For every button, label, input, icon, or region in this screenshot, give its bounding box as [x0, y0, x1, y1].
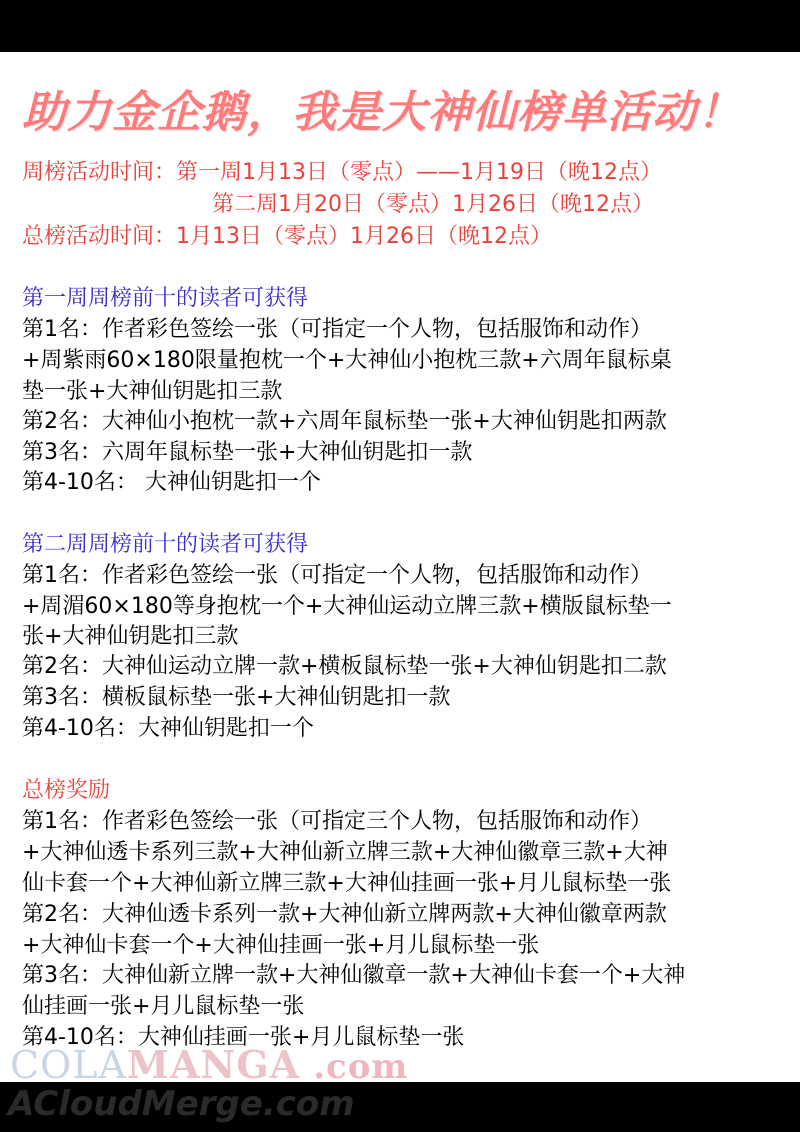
total-heading: 总榜奖励 [22, 778, 111, 803]
total-line: +大神仙卡套一个+大神仙挂画一张+月儿鼠标垫一张 [22, 933, 540, 958]
week2-line: 第1名：作者彩色签绘一张（可指定一个人物，包括服饰和动作） [22, 563, 652, 588]
week2-line: 第4-10名：大神仙钥匙扣一个 [22, 716, 314, 741]
colamanga-watermark [10, 1042, 408, 1082]
week1-line: 第2名：大神仙小抱枕一款+六周年鼠标垫一张+大神仙钥匙扣两款 [22, 409, 667, 434]
total-line: 仙挂画一张+月儿鼠标垫一张 [22, 994, 305, 1019]
total-line: 第3名：大神仙新立牌一款+大神仙徽章一款+大神仙卡套一个+大神 [22, 963, 686, 988]
week2-heading: 第二周周榜前十的读者可获得 [22, 532, 309, 557]
total-line: 仙卡套一个+大神仙新立牌三款+大神仙挂画一张+月儿鼠标垫一张 [22, 871, 672, 896]
week2-line: 张+大神仙钥匙扣三款 [22, 624, 239, 649]
week1-line: 第1名：作者彩色签绘一张（可指定一个人物，包括服饰和动作） [22, 317, 652, 342]
week1-line: 第3名：六周年鼠标垫一张+大神仙钥匙扣一款 [22, 440, 473, 465]
announcement-page [0, 52, 800, 1082]
total-line: 第2名：大神仙透卡系列一款+大神仙新立牌两款+大神仙徽章两款 [22, 902, 667, 927]
week1-line: +周紫雨60×180限量抱枕一个+大神仙小抱枕三款+六周年鼠标桌 [22, 348, 672, 373]
acloudmerge-watermark: ACloudMerge.com [8, 1084, 355, 1124]
weekly-schedule-line-1: 周榜活动时间：第一周1月13日（零点）——1月19日（晚12点） [22, 160, 662, 185]
weekly-schedule-line-2: 第二周1月20日（零点）1月26日（晚12点） [212, 192, 654, 217]
total-schedule-line: 总榜活动时间：1月13日（零点）1月26日（晚12点） [22, 224, 552, 249]
week2-line: 第2名：大神仙运动立牌一款+横板鼠标垫一张+大神仙钥匙扣二款 [22, 654, 667, 679]
watermark-part: COLA [10, 1043, 127, 1082]
watermark-part: MANGA [126, 1042, 301, 1082]
total-line: 第1名：作者彩色签绘一张（可指定三个人物，包括服饰和动作） [22, 809, 652, 834]
total-line: 第4-10名：大神仙挂画一张+月儿鼠标垫一张 [22, 1025, 465, 1050]
page-title: 助力金企鹅，我是大神仙榜单活动！ [22, 87, 742, 138]
week1-heading: 第一周周榜前十的读者可获得 [22, 286, 309, 311]
week2-line: +周湄60×180等身抱枕一个+大神仙运动立牌三款+横版鼠标垫一 [22, 594, 672, 619]
week1-line: 垫一张+大神仙钥匙扣三款 [22, 379, 283, 404]
total-line: +大神仙透卡系列三款+大神仙新立牌三款+大神仙徽章三款+大神 [22, 840, 668, 865]
week2-line: 第3名：横板鼠标垫一张+大神仙钥匙扣一款 [22, 685, 451, 710]
week1-line: 第4-10名： 大神仙钥匙扣一个 [22, 470, 321, 495]
watermark-part: .com [313, 1047, 409, 1082]
